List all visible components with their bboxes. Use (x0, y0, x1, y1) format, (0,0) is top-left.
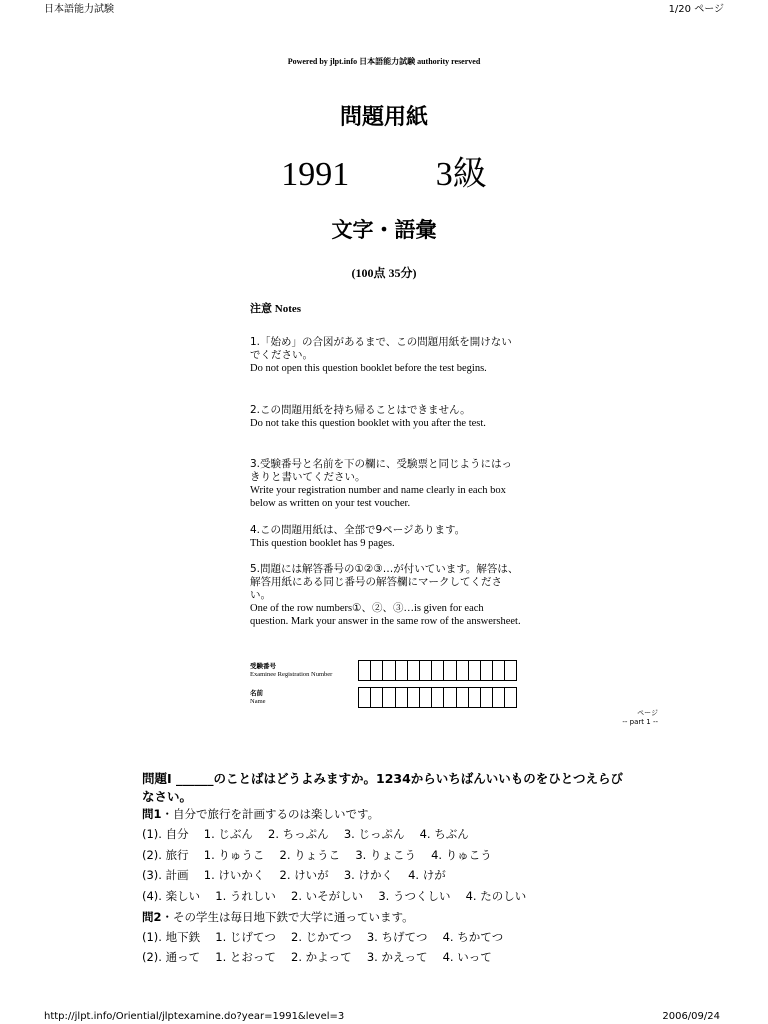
note-1-jp: 1.「始め」の合図があるまで、この問題用紙を開けないでください。 (250, 336, 512, 361)
registration-label-en: Examinee Registration Number (250, 671, 333, 678)
name-label (250, 689, 266, 706)
question-1-text: ・自分で旅行を計画するのは楽しいです。 (161, 807, 380, 821)
q1-row-4: (4). 楽しい 1. うれしい 2. いそがしい 3. うつくしい 4. たのしい (142, 889, 527, 903)
question-1-label: 問1 (142, 807, 162, 821)
q1-row-3: (3). 計画 1. けいかく 2. けいが 3. けかく 4. けが (142, 868, 446, 882)
q1-row-2: (2). 旅行 1. りゅうこ 2. りょうこ 3. りょこう 4. りゅこう (142, 848, 492, 862)
note-5 (250, 563, 522, 628)
powered-by-line: Powered by jlpt.info 日本語能力試験 authority reserved (287, 57, 481, 66)
q2-row-1: (1). 地下鉄 1. じげてつ 2. じかてつ 3. ちげてつ 4. ちかてつ (142, 930, 504, 944)
note-5-jp: 5.問題には解答番号の①②③…が付いています。解答は、解答用紙にある同じ番号の解答欄にマークしてください。 (250, 563, 519, 601)
notes-heading: 注意 Notes (250, 303, 302, 315)
registration-label (250, 662, 332, 679)
footer-date: 2006/09/24 (662, 1011, 720, 1022)
note-3 (250, 458, 522, 510)
question-1 (142, 806, 379, 822)
note-2-jp: 2.この問題用紙を持ち帰ることはできません。 (250, 404, 471, 416)
booklet-title: 問題用紙 (339, 105, 428, 130)
note-3-jp: 3.受験番号と名前を下の欄に、受験票と同じようにはっきりと書いてください。 (250, 458, 513, 483)
name-boxes[interactable] (358, 687, 517, 708)
note-4 (250, 524, 522, 550)
header-title: 日本語能力試験 (44, 4, 114, 15)
mondai-1-instructions: 問題Ⅰ ______のことばはどうよみますか。1234からいちばんいいものをひとつえらびなさい。 (142, 771, 624, 804)
footer-url[interactable]: http://jlpt.info/Oriential/jlptexamine.do?year=1991&level=3 (44, 1011, 345, 1022)
exam-year-level (0, 146, 768, 195)
points-time: (100点 35分) (351, 266, 417, 280)
page-marker (620, 709, 658, 727)
exam-level: 3級 (435, 156, 487, 193)
name-label-jp: 名前 (250, 689, 263, 697)
question-2-label: 問2 (142, 910, 162, 924)
question-2-text: ・その学生は毎日地下鉄で大学に通っています。 (161, 910, 414, 924)
name-cell[interactable] (504, 687, 517, 708)
page-marker-label: ページ (637, 709, 658, 717)
note-2 (250, 404, 522, 430)
name-label-en: Name (250, 698, 266, 705)
header-page-count: 1/20 ページ (668, 4, 724, 15)
page-marker-part: -- part 1 -- (622, 718, 658, 726)
registration-cell[interactable] (504, 660, 517, 681)
exam-year: 1991 (281, 156, 350, 193)
note-1 (250, 336, 522, 375)
note-4-en: This question booklet has 9 pages. (250, 538, 395, 549)
note-1-en: Do not open this question booklet before the test begins. (250, 363, 487, 374)
registration-label-jp: 受験番号 (250, 662, 276, 670)
q1-row-1: (1). 自分 1. じぶん 2. ちっぷん 3. じっぷん 4. ちぶん (142, 827, 469, 841)
section-subject: 文字・語彙 (331, 218, 437, 242)
registration-number-boxes[interactable] (358, 660, 517, 681)
note-2-en: Do not take this question booklet with you after the test. (250, 418, 486, 429)
note-4-jp: 4.この問題用紙は、全部で9ページあります。 (250, 524, 466, 536)
note-3-en: Write your registration number and name clearly in each box below as written on your test voucher. (250, 485, 506, 509)
note-5-en: One of the row numbers①、②、③…is given for each question. Mark your answer in the same row of the answersheet. (250, 603, 521, 627)
q2-row-2: (2). 通って 1. とおって 2. かよって 3. かえって 4. いって (142, 950, 492, 964)
question-2 (142, 909, 414, 925)
